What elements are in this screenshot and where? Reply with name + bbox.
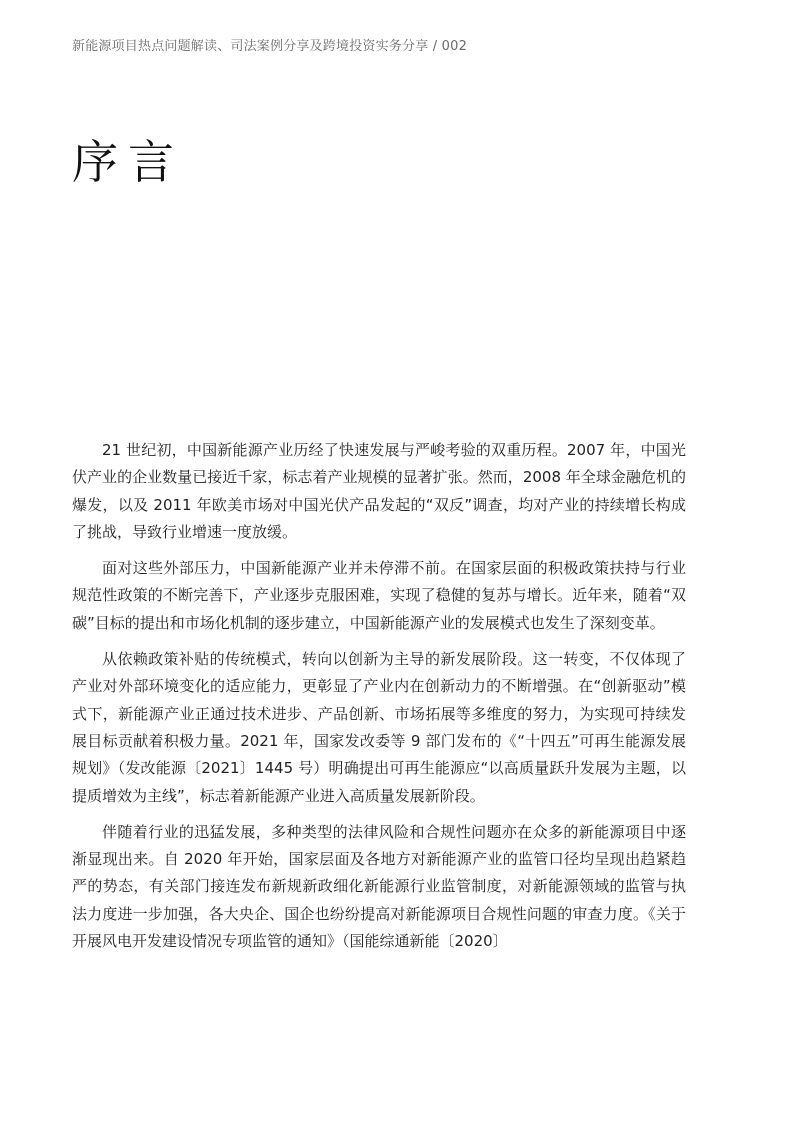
paragraph-3: 从依赖政策补贴的传统模式，转向以创新为主导的新发展阶段。这一转变，不仅体现了产业对外部环境变化的适应能力，更彰显了产业内在创新动力的不断增强。在“创新驱动”模式下，新能源产业正通过技术进步、产品创新、市场拓展等多维度的努力，为实现可持续发展目标贡献着积极力量。2021 年，国家发改委等 9 部门发布的《“十四五”可再生能源发展规划》（发改能源〔2021〕1445 号）明确提出可再生能源应“以高质量跃升发展为主题，以提质增效为主线”，标志着新能源产业进入高质量发展新阶段。 (72, 650, 686, 805)
paragraph-2: 面对这些外部压力，中国新能源产业并未停滞不前。在国家层面的积极政策扶持与行业规范性政策的不断完善下，产业逐步克服困难，实现了稳健的复苏与增长。近年来，随着“双碳”目标的提出和市场化机制的逐步建立，中国新能源产业的发展模式也发生了深刻变革。 (72, 559, 686, 632)
page-title: 序言 (72, 135, 184, 189)
paragraph-4: 伴随着行业的迅猛发展，多种类型的法律风险和合规性问题亦在众多的新能源项目中逐渐显现出来。自 2020 年开始，国家层面及各地方对新能源产业的监管口径均呈现出趋紧趋严的势态，有关部门接连发布新规新政细化新能源行业监管制度，对新能源领域的监管与执法力度进一步加强，各大央企、国企也纷纷提高对新能源项目合规性问题的审查力度。《关于开展风电开发建设情况专项监管的通知》（国能综通新能〔2020〕 (72, 822, 686, 951)
preface-body (72, 437, 686, 964)
running-header: 新能源项目热点问题解读、司法案例分享及跨境投资实务分享 / 002 (72, 39, 468, 54)
paragraph-1: 21 世纪初，中国新能源产业历经了快速发展与严峻考验的双重历程。2007 年，中国光伏产业的企业数量已接近千家，标志着产业规模的显著扩张。然而，2008 年全球金融危机的爆发，以及 2011 年欧美市场对中国光伏产品发起的“双反”调查，均对产业的持续增长构成了挑战，导致行业增速一度放缓。 (72, 441, 686, 541)
